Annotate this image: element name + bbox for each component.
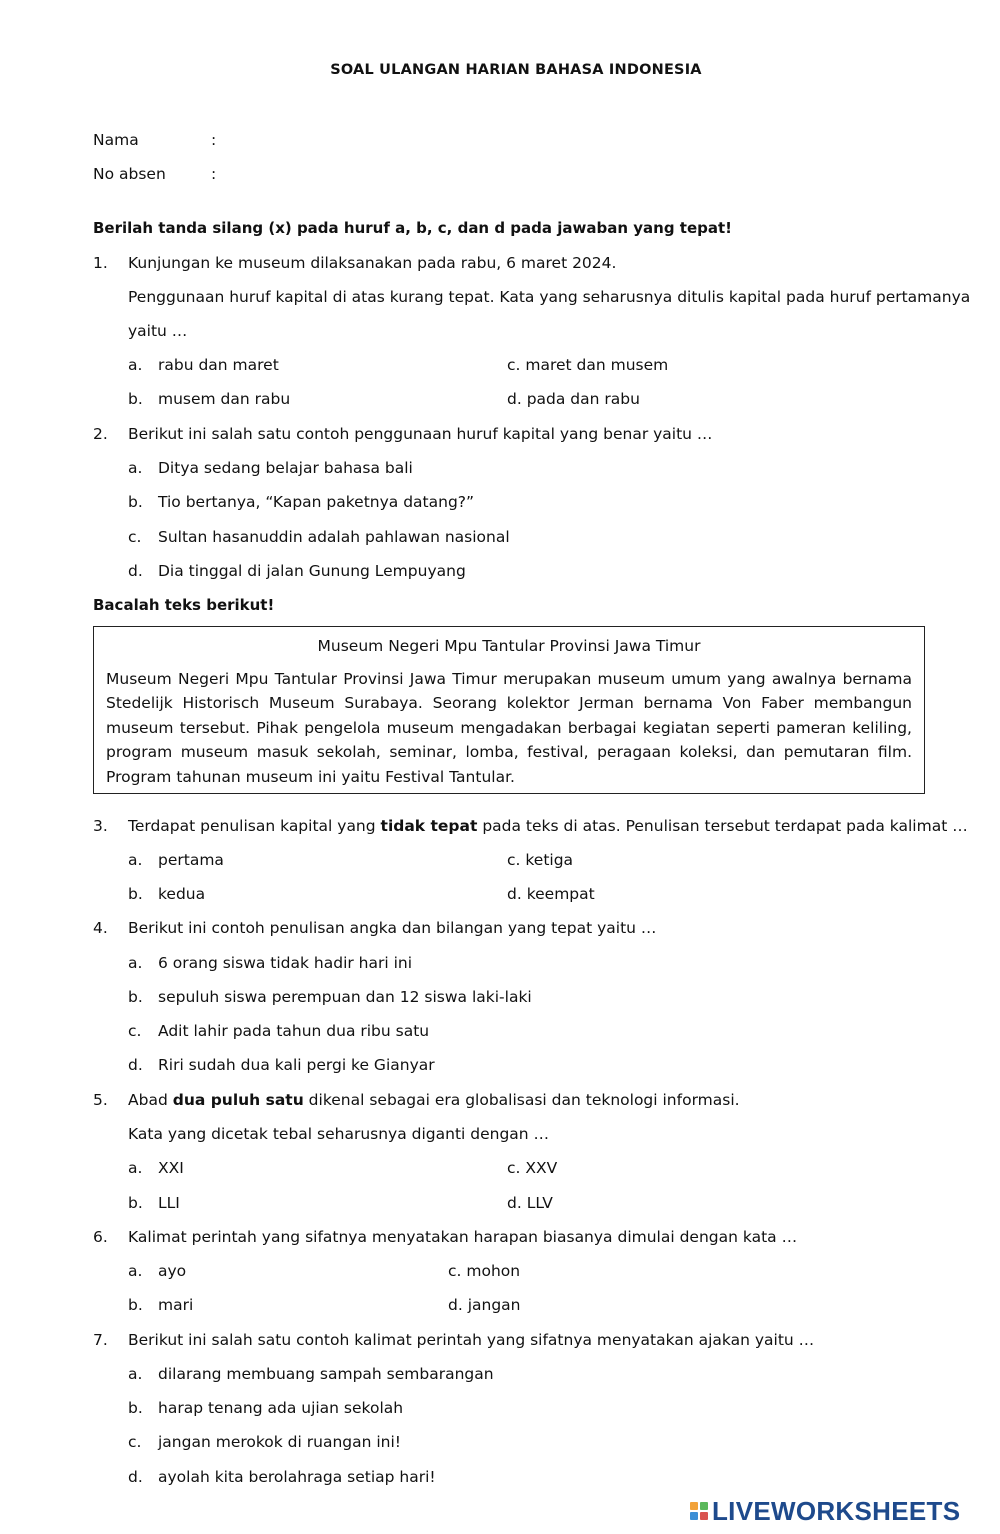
option-letter[interactable]: c. <box>128 1022 142 1040</box>
option-letter[interactable]: d. <box>128 1056 143 1074</box>
option-a[interactable]: XXI <box>158 1159 184 1177</box>
logo-square <box>700 1502 708 1510</box>
question-text: Penggunaan huruf kapital di atas kurang tepat. Kata yang seharusnya ditulis kapital pada huruf pertamanya <box>128 288 971 306</box>
option-letter[interactable]: b. <box>128 390 143 408</box>
option-d[interactable]: Riri sudah dua kali pergi ke Gianyar <box>158 1056 435 1074</box>
option-letter[interactable]: a. <box>128 954 143 972</box>
option-b[interactable]: kedua <box>158 885 206 903</box>
emphasis-text: tidak tepat <box>380 817 478 835</box>
option-letter[interactable]: a. <box>128 1159 143 1177</box>
logo-square <box>690 1502 698 1510</box>
page-title: SOAL ULANGAN HARIAN BAHASA INDONESIA <box>330 62 702 78</box>
brand-name: LIVEWORKSHEETS <box>712 1495 961 1526</box>
option-c[interactable]: Adit lahir pada tahun dua ribu satu <box>158 1022 430 1040</box>
option-a[interactable]: 6 orang siswa tidak hadir hari ini <box>158 954 413 972</box>
option-d[interactable]: d. LLV <box>507 1194 553 1212</box>
option-letter[interactable]: a. <box>128 1262 143 1280</box>
instruction: Berilah tanda silang (x) pada huruf a, b, c, dan d pada jawaban yang tepat! <box>93 219 732 237</box>
logo-grid-icon <box>690 1502 708 1520</box>
question-text: yaitu … <box>128 322 188 340</box>
option-letter[interactable]: c. <box>128 1433 142 1451</box>
question-text <box>128 1091 740 1109</box>
logo-square <box>690 1512 698 1520</box>
question-text: Kalimat perintah yang sifatnya menyatakan harapan biasanya dimulai dengan kata … <box>128 1228 798 1246</box>
option-c[interactable]: c. maret dan musem <box>507 356 669 374</box>
option-letter[interactable]: b. <box>128 885 143 903</box>
option-letter[interactable]: a. <box>128 459 143 477</box>
option-letter[interactable]: b. <box>128 493 143 511</box>
option-letter[interactable]: b. <box>128 1194 143 1212</box>
question-text: Berikut ini salah satu contoh penggunaan huruf kapital yang benar yaitu … <box>128 425 713 443</box>
option-c[interactable]: c. XXV <box>507 1159 558 1177</box>
option-b[interactable]: harap tenang ada ujian sekolah <box>158 1399 404 1417</box>
reading-title: Museum Negeri Mpu Tantular Provinsi Jawa Timur <box>317 637 701 655</box>
question-text: Kata yang dicetak tebal seharusnya diganti dengan … <box>128 1125 550 1143</box>
option-b[interactable]: musem dan rabu <box>158 390 291 408</box>
reading-prompt: Bacalah teks berikut! <box>93 596 275 614</box>
question-text-part: dikenal sebagai era globalisasi dan teknologi informasi. <box>303 1091 740 1109</box>
emphasis-text: dua puluh satu <box>172 1091 304 1109</box>
name-label: Nama <box>93 131 139 149</box>
option-a[interactable]: dilarang membuang sampah sembarangan <box>158 1365 494 1383</box>
option-c[interactable]: c. mohon <box>448 1262 521 1280</box>
option-letter[interactable]: d. <box>128 1468 143 1486</box>
option-letter[interactable]: b. <box>128 988 143 1006</box>
option-d[interactable]: d. pada dan rabu <box>507 390 640 408</box>
question-number: 1. <box>93 254 108 272</box>
option-b[interactable]: sepuluh siswa perempuan dan 12 siswa laki-laki <box>158 988 532 1006</box>
question-number: 2. <box>93 425 108 443</box>
question-number: 3. <box>93 817 108 835</box>
logo-square <box>700 1512 708 1520</box>
name-colon: : <box>211 131 217 149</box>
option-a[interactable]: rabu dan maret <box>158 356 279 374</box>
option-b[interactable]: mari <box>158 1296 194 1314</box>
question-text-part: Terdapat penulisan kapital yang <box>128 817 381 835</box>
question-text <box>128 817 968 835</box>
question-text-part: Abad <box>128 1091 173 1109</box>
question-text: Berikut ini contoh penulisan angka dan bilangan yang tepat yaitu … <box>128 919 657 937</box>
question-text: Berikut ini salah satu contoh kalimat perintah yang sifatnya menyatakan ajakan yaitu … <box>128 1331 815 1349</box>
absen-colon: : <box>211 165 217 183</box>
question-number: 6. <box>93 1228 108 1246</box>
option-letter[interactable]: a. <box>128 356 143 374</box>
option-b[interactable]: Tio bertanya, “Kapan paketnya datang?” <box>158 493 475 511</box>
option-a[interactable]: Ditya sedang belajar bahasa bali <box>158 459 413 477</box>
option-letter[interactable]: d. <box>128 562 143 580</box>
option-d[interactable]: d. keempat <box>507 885 595 903</box>
option-c[interactable]: c. ketiga <box>507 851 574 869</box>
option-d[interactable]: ayolah kita berolahraga setiap hari! <box>158 1468 436 1486</box>
absen-label: No absen <box>93 165 166 183</box>
option-letter[interactable]: b. <box>128 1296 143 1314</box>
question-number: 5. <box>93 1091 108 1109</box>
option-c[interactable]: Sultan hasanuddin adalah pahlawan nasional <box>158 528 510 546</box>
reading-body: Museum Negeri Mpu Tantular Provinsi Jawa Timur merupakan museum umum yang awalnya bernama Stedelijk Historisch Museum Surabaya. Seorang kolektor Jerman bernama Von Faber membangun museum tersebut. Pihak pengelola museum mengadakan berbagai kegiatan seperti pameran keliling, program museum masuk sekolah, seminar, lomba, festival, peragaan koleksi, dan pemutaran film. Program tahunan museum ini yaitu Festival Tantular. <box>106 670 912 786</box>
option-letter[interactable]: b. <box>128 1399 143 1417</box>
option-b[interactable]: LLI <box>158 1194 180 1212</box>
option-letter[interactable]: a. <box>128 851 143 869</box>
option-a[interactable]: ayo <box>158 1262 187 1280</box>
question-text: Kunjungan ke museum dilaksanakan pada rabu, 6 maret 2024. <box>128 254 617 272</box>
option-d[interactable]: Dia tinggal di jalan Gunung Lempuyang <box>158 562 466 580</box>
question-number: 7. <box>93 1331 108 1349</box>
question-number: 4. <box>93 919 108 937</box>
liveworksheets-logo <box>690 1497 960 1525</box>
reading-box <box>93 626 925 794</box>
option-a[interactable]: pertama <box>158 851 224 869</box>
question-text-part: pada teks di atas. Penulisan tersebut terdapat pada kalimat … <box>477 817 968 835</box>
option-letter[interactable]: c. <box>128 528 142 546</box>
option-c[interactable]: jangan merokok di ruangan ini! <box>158 1433 402 1451</box>
option-letter[interactable]: a. <box>128 1365 143 1383</box>
option-d[interactable]: d. jangan <box>448 1296 521 1314</box>
